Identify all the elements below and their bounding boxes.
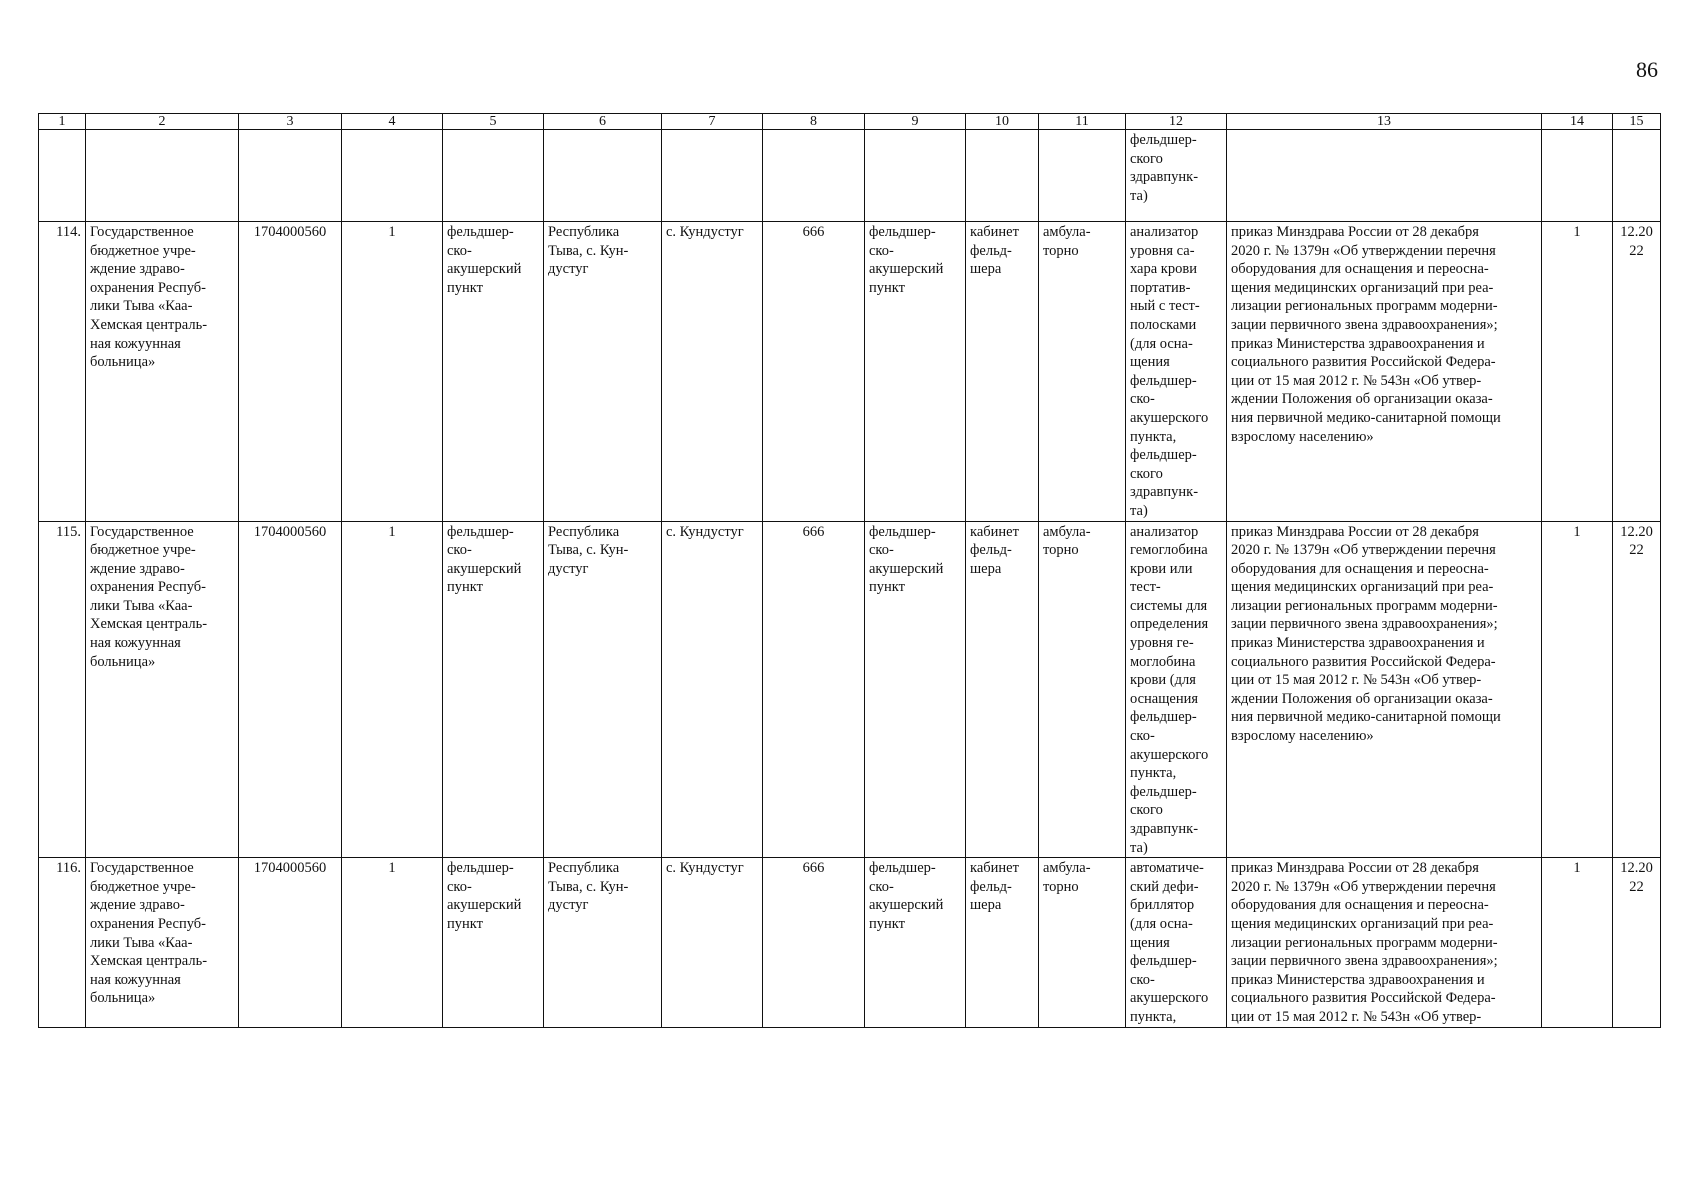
table-cell	[1039, 130, 1126, 222]
equipment-cell: автоматиче- ский дефи- бриллятор (для осна- щения фельдшер- ско- акушерского пункта,	[1126, 858, 1227, 1027]
room-cell: кабинет фельд- шера	[966, 222, 1039, 522]
column-header: 9	[865, 114, 966, 130]
column-header: 4	[342, 114, 443, 130]
table-cell	[865, 130, 966, 222]
department-cell: фельдшер- ско- акушерский пункт	[865, 521, 966, 858]
column-header: 13	[1227, 114, 1542, 130]
department-cell: фельдшер- ско- акушерский пункт	[865, 222, 966, 522]
table-cell	[1227, 130, 1542, 222]
organization-cell: Государственное бюджетное учре- ждение здраво- охранения Респуб- лики Тыва «Каа- Хемская централь- ная кожуунная больница»	[86, 858, 239, 1027]
table-cell	[342, 130, 443, 222]
table-row	[39, 521, 1661, 858]
settlement-cell: с. Кундустуг	[662, 222, 763, 522]
table-cell	[1542, 130, 1613, 222]
legal-basis-cell: приказ Минздрава России от 28 декабря 2020 г. № 1379н «Об утверждении перечня оборудования для оснащения и переосна- щения медицинских организаций при реа- лизации региональных программ модерни- зации первичного звена здравоохранения»; приказ Министерства здравоохранения и социального развития Российской Федера- ции от 15 мая 2012 г. № 543н «Об утвер-	[1227, 858, 1542, 1027]
quantity-cell: 1	[1542, 858, 1613, 1027]
table-cell	[966, 130, 1039, 222]
region-cell: Республика Тыва, с. Кун- дустуг	[544, 222, 662, 522]
room-cell: кабинет фельд- шера	[966, 858, 1039, 1027]
region-cell: Республика Тыва, с. Кун- дустуг	[544, 521, 662, 858]
column-8-cell: 666	[763, 858, 865, 1027]
unit-type-cell: фельдшер- ско- акушерский пункт	[443, 521, 544, 858]
table-row	[39, 858, 1661, 1027]
code-cell: 1704000560	[239, 521, 342, 858]
equipment-cell: анализатор уровня са- хара крови портатив- ный с тест- полосками (для осна- щения фельдшер- ско- акушерского пункта, фельдшер- ского здравпунк- та)	[1126, 222, 1227, 522]
column-4-cell: 1	[342, 521, 443, 858]
unit-type-cell: фельдшер- ско- акушерский пункт	[443, 858, 544, 1027]
care-form-cell: амбула- торно	[1039, 858, 1126, 1027]
column-header: 6	[544, 114, 662, 130]
code-cell: 1704000560	[239, 222, 342, 522]
care-form-cell: амбула- торно	[1039, 222, 1126, 522]
row-number-cell: 116.	[39, 858, 86, 1027]
column-header: 15	[1613, 114, 1661, 130]
room-cell: кабинет фельд- шера	[966, 521, 1039, 858]
column-header: 5	[443, 114, 544, 130]
column-header: 7	[662, 114, 763, 130]
column-header: 8	[763, 114, 865, 130]
column-header: 10	[966, 114, 1039, 130]
code-cell: 1704000560	[239, 858, 342, 1027]
table-cell	[443, 130, 544, 222]
quantity-cell: 1	[1542, 222, 1613, 522]
table-cell	[1613, 130, 1661, 222]
equipment-cell: фельдшер- ского здравпунк- та)	[1126, 130, 1227, 222]
column-4-cell: 1	[342, 858, 443, 1027]
continuation-row	[39, 130, 1661, 222]
row-number-cell: 115.	[39, 521, 86, 858]
table-cell	[662, 130, 763, 222]
care-form-cell: амбула- торно	[1039, 521, 1126, 858]
date-cell: 12.2022	[1613, 858, 1661, 1027]
quantity-cell: 1	[1542, 521, 1613, 858]
column-8-cell: 666	[763, 222, 865, 522]
table-cell	[86, 130, 239, 222]
equipment-register-table	[38, 113, 1661, 1028]
table-cell	[763, 130, 865, 222]
table-cell	[39, 130, 86, 222]
settlement-cell: с. Кундустуг	[662, 521, 763, 858]
table-cell	[544, 130, 662, 222]
page-number: 86	[1636, 57, 1658, 82]
column-header: 1	[39, 114, 86, 130]
row-number-cell: 114.	[39, 222, 86, 522]
column-header: 14	[1542, 114, 1613, 130]
column-header: 2	[86, 114, 239, 130]
unit-type-cell: фельдшер- ско- акушерский пункт	[443, 222, 544, 522]
column-header: 11	[1039, 114, 1126, 130]
organization-cell: Государственное бюджетное учре- ждение здраво- охранения Респуб- лики Тыва «Каа- Хемская централь- ная кожуунная больница»	[86, 222, 239, 522]
organization-cell: Государственное бюджетное учре- ждение здраво- охранения Респуб- лики Тыва «Каа- Хемская централь- ная кожуунная больница»	[86, 521, 239, 858]
legal-basis-cell: приказ Минздрава России от 28 декабря 2020 г. № 1379н «Об утверждении перечня оборудования для оснащения и переосна- щения медицинских организаций при реа- лизации региональных программ модерни- зации первичного звена здравоохранения»; приказ Министерства здравоохранения и социального развития Российской Федера- ции от 15 мая 2012 г. № 543н «Об утвер- ждении Положения об организации оказа- ния первичной медико-санитарной помощи взрослому населению»	[1227, 521, 1542, 858]
column-header: 12	[1126, 114, 1227, 130]
column-number-header-row	[39, 114, 1661, 130]
date-cell: 12.2022	[1613, 222, 1661, 522]
column-header: 3	[239, 114, 342, 130]
legal-basis-cell: приказ Минздрава России от 28 декабря 2020 г. № 1379н «Об утверждении перечня оборудования для оснащения и переосна- щения медицинских организаций при реа- лизации региональных программ модерни- зации первичного звена здравоохранения»; приказ Министерства здравоохранения и социального развития Российской Федера- ции от 15 мая 2012 г. № 543н «Об утвер- ждении Положения об организации оказа- ния первичной медико-санитарной помощи взрослому населению»	[1227, 222, 1542, 522]
date-cell: 12.2022	[1613, 521, 1661, 858]
table-row	[39, 222, 1661, 522]
table-cell	[239, 130, 342, 222]
region-cell: Республика Тыва, с. Кун- дустуг	[544, 858, 662, 1027]
department-cell: фельдшер- ско- акушерский пункт	[865, 858, 966, 1027]
column-8-cell: 666	[763, 521, 865, 858]
settlement-cell: с. Кундустуг	[662, 858, 763, 1027]
equipment-cell: анализатор гемоглобина крови или тест- системы для определения уровня ге- моглобина крови (для оснащения фельдшер- ско- акушерского пункта, фельдшер- ского здравпунк- та)	[1126, 521, 1227, 858]
column-4-cell: 1	[342, 222, 443, 522]
